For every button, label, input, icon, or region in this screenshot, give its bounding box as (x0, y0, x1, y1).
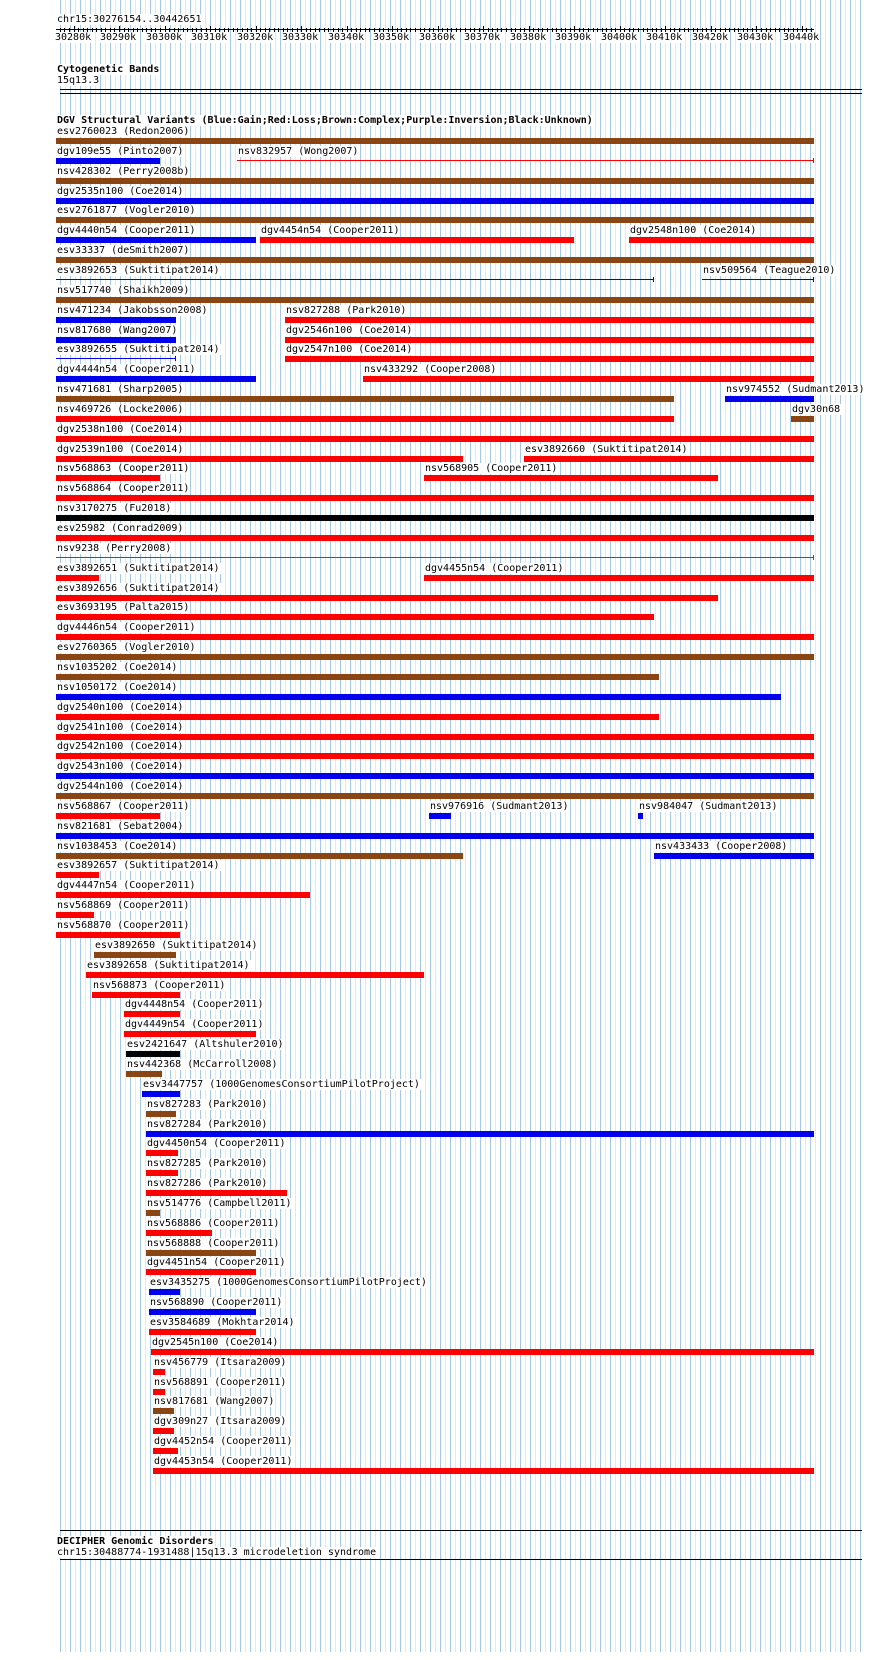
ruler-tick (779, 28, 780, 32)
ruler-tick (643, 28, 644, 32)
variant-label[interactable]: esv3892650 (Suktitipat2014) (95, 940, 258, 951)
ruler-tick (775, 28, 776, 32)
variant-bar[interactable] (424, 575, 814, 581)
variant-bar[interactable] (153, 1408, 174, 1414)
variant-bar[interactable] (142, 1091, 180, 1097)
variant-label[interactable]: nsv568888 (Cooper2011) (147, 1238, 280, 1249)
ruler-tick (415, 28, 416, 32)
variant-label[interactable]: esv2760023 (Redon2006) (57, 126, 190, 137)
ruler-tick (552, 28, 553, 32)
variant-label[interactable]: nsv568905 (Cooper2011) (425, 463, 558, 474)
variant-label[interactable]: dgv4448n54 (Cooper2011) (125, 999, 264, 1010)
variant-bar[interactable] (56, 654, 814, 660)
variant-label[interactable]: nsv471234 (Jakobsson2008) (57, 305, 208, 316)
cytoband-label[interactable]: 15q13.3 (57, 75, 100, 86)
variant-bar[interactable] (56, 535, 814, 541)
ruler-tick (410, 28, 411, 32)
variant-bar[interactable] (153, 1389, 165, 1395)
variant-label[interactable]: dgv2542n100 (Coe2014) (57, 741, 184, 752)
ruler-tick (365, 28, 366, 32)
variant-bar[interactable] (56, 714, 659, 720)
variant-label[interactable]: dgv2544n100 (Coe2014) (57, 781, 184, 792)
variant-bar[interactable] (146, 1170, 178, 1176)
variant-label[interactable]: nsv514776 (Campbell2011) (147, 1198, 292, 1209)
variant-bar[interactable] (725, 396, 814, 402)
ruler-tick-label: 30420k (692, 32, 729, 43)
variant-label[interactable]: dgv2539n100 (Coe2014) (57, 444, 184, 455)
variant-bar[interactable] (56, 337, 176, 343)
variant-label[interactable]: esv2760365 (Vogler2010) (57, 642, 196, 653)
variant-label[interactable]: nsv568864 (Cooper2011) (57, 483, 190, 494)
ruler-tick-label: 30330k (282, 32, 319, 43)
variant-label[interactable]: nsv817681 (Wang2007) (154, 1396, 275, 1407)
variant-bar[interactable] (56, 892, 310, 898)
variant-bar[interactable] (56, 674, 659, 680)
ruler-tick (684, 28, 685, 32)
variant-bar[interactable] (56, 475, 160, 481)
variant-bar[interactable] (56, 793, 814, 799)
variant-bar[interactable] (429, 813, 451, 819)
variant-bar[interactable] (146, 1111, 176, 1117)
variant-bar[interactable] (146, 1131, 814, 1137)
ruler-tick (142, 28, 143, 32)
variant-label[interactable]: nsv827286 (Park2010) (147, 1178, 268, 1189)
variant-label[interactable]: dgv4446n54 (Cooper2011) (57, 622, 196, 633)
variant-bar[interactable] (702, 279, 814, 280)
ruler-tick (278, 28, 279, 32)
variant-label[interactable]: nsv456779 (Itsara2009) (154, 1357, 287, 1368)
variant-label[interactable]: nsv1050172 (Coe2014) (57, 682, 178, 693)
variant-label[interactable]: nsv1038453 (Coe2014) (57, 841, 178, 852)
variant-label[interactable]: nsv428302 (Perry2008b) (57, 166, 190, 177)
variant-bar[interactable] (56, 853, 463, 859)
variant-label[interactable]: nsv984047 (Sudmant2013) (639, 801, 778, 812)
variant-bar[interactable] (149, 1309, 256, 1315)
variant-bar[interactable] (524, 456, 814, 462)
ruler-tick-label: 30380k (510, 32, 547, 43)
variant-bar[interactable] (791, 416, 814, 422)
variant-bar[interactable] (56, 872, 99, 878)
variant-bar[interactable] (146, 1150, 178, 1156)
variant-bar[interactable] (151, 1349, 814, 1355)
variant-label[interactable]: nsv568873 (Cooper2011) (93, 980, 226, 991)
variant-label[interactable]: nsv442368 (McCarroll2008) (127, 1059, 278, 1070)
ruler-tick-label: 30320k (237, 32, 274, 43)
variant-label[interactable]: dgv2535n100 (Coe2014) (57, 186, 184, 197)
variant-label[interactable]: nsv832957 (Wong2007) (238, 146, 359, 157)
ruler-tick-label: 30360k (419, 32, 456, 43)
variant-label[interactable]: esv3892653 (Suktitipat2014) (57, 265, 220, 276)
variant-label[interactable]: nsv433433 (Cooper2008) (655, 841, 788, 852)
variant-bar[interactable] (146, 1230, 212, 1236)
variant-bar[interactable] (146, 1210, 160, 1216)
variant-label[interactable]: esv3693195 (Palta2015) (57, 602, 190, 613)
variant-bar[interactable] (260, 237, 574, 243)
variant-label[interactable]: nsv568890 (Cooper2011) (150, 1297, 283, 1308)
variant-bar[interactable] (56, 138, 814, 144)
variant-bar[interactable] (56, 436, 814, 442)
ruler-tick (638, 28, 639, 32)
variant-label[interactable]: esv2761877 (Vogler2010) (57, 205, 196, 216)
variant-bar[interactable] (146, 1269, 256, 1275)
variant-bar[interactable] (56, 178, 814, 184)
variant-label[interactable]: nsv509564 (Teague2010) (703, 265, 836, 276)
variant-bar[interactable] (56, 456, 463, 462)
ruler-tick-label: 30410k (646, 32, 683, 43)
variant-bar[interactable] (149, 1329, 256, 1335)
track-divider (60, 89, 862, 90)
ruler-tick-label: 30350k (373, 32, 410, 43)
variant-bar[interactable] (56, 753, 814, 759)
variant-bar[interactable] (92, 992, 180, 998)
variant-bar[interactable] (56, 279, 654, 280)
variant-label[interactable]: esv3892651 (Suktitipat2014) (57, 563, 220, 574)
ruler-tick (734, 28, 735, 32)
variant-label[interactable]: esv2421647 (Altshuler2010) (127, 1039, 284, 1050)
variant-label[interactable]: nsv568891 (Cooper2011) (154, 1377, 287, 1388)
ruler-tick (688, 28, 689, 32)
ruler-tick (228, 28, 229, 32)
variant-label[interactable]: dgv2548n100 (Coe2014) (630, 225, 757, 236)
variant-label[interactable]: nsv568886 (Cooper2011) (147, 1218, 280, 1229)
track-divider (60, 1559, 862, 1560)
variant-label[interactable]: nsv471681 (Sharp2005) (57, 384, 184, 395)
variant-bar[interactable] (285, 356, 814, 362)
variant-label[interactable]: esv3892656 (Suktitipat2014) (57, 583, 220, 594)
ruler-tick (729, 28, 730, 32)
variant-label[interactable]: esv3892660 (Suktitipat2014) (525, 444, 688, 455)
variant-label[interactable]: dgv109e55 (Pinto2007) (57, 146, 184, 157)
ruler-tick-label: 30340k (328, 32, 365, 43)
variant-label[interactable]: nsv827284 (Park2010) (147, 1119, 268, 1130)
variant-label[interactable]: dgv2547n100 (Coe2014) (286, 344, 413, 355)
ruler-tick (319, 28, 320, 32)
variant-label[interactable]: nsv1035202 (Coe2014) (57, 662, 178, 673)
variant-label[interactable]: nsv3170275 (Fu2018) (57, 503, 172, 514)
variant-label[interactable]: nsv469726 (Locke2006) (57, 404, 184, 415)
variant-label[interactable]: dgv2546n100 (Coe2014) (286, 325, 413, 336)
variant-bar[interactable] (56, 396, 674, 402)
variant-bar[interactable] (146, 1250, 256, 1256)
variant-bar[interactable] (124, 1011, 180, 1017)
variant-bar[interactable] (146, 1190, 287, 1196)
variant-bar[interactable] (124, 1031, 256, 1037)
variant-label[interactable]: dgv2540n100 (Coe2014) (57, 702, 184, 713)
variant-bar[interactable] (56, 634, 814, 640)
variant-label[interactable]: nsv568870 (Cooper2011) (57, 920, 190, 931)
variant-bar[interactable] (56, 734, 814, 740)
variant-label[interactable]: esv3892657 (Suktitipat2014) (57, 860, 220, 871)
dgv-track-title: DGV Structural Variants (Blue:Gain;Red:Loss;Brown:Complex;Purple:Inversion;Black:Unknown) (57, 115, 593, 126)
variant-label[interactable]: esv25982 (Conrad2009) (57, 523, 184, 534)
variant-bar[interactable] (285, 337, 814, 343)
variant-label[interactable]: nsv974552 (Sudmant2013) (726, 384, 865, 395)
variant-label[interactable]: nsv568867 (Cooper2011) (57, 801, 190, 812)
variant-label[interactable]: nsv433292 (Cooper2008) (364, 364, 497, 375)
variant-label[interactable]: dgv4447n54 (Cooper2011) (57, 880, 196, 891)
track-divider (60, 1530, 862, 1531)
variant-bar[interactable] (363, 376, 814, 382)
ruler-tick (96, 28, 97, 32)
decipher-track-title: DECIPHER Genomic Disorders (57, 1536, 214, 1547)
variant-label[interactable]: nsv976916 (Sudmant2013) (430, 801, 569, 812)
variant-label[interactable]: esv3447757 (1000GenomesConsortiumPilotProject) (143, 1079, 420, 1090)
variant-bar[interactable] (629, 237, 814, 243)
ruler-tick (547, 28, 548, 32)
variant-label[interactable]: dgv4444n54 (Cooper2011) (57, 364, 196, 375)
variant-label[interactable]: nsv827288 (Park2010) (286, 305, 407, 316)
variant-bar[interactable] (56, 833, 814, 839)
ruler-tick (274, 28, 275, 32)
variant-bar[interactable] (56, 158, 160, 164)
ruler-tick-label: 30280k (55, 32, 92, 43)
variant-bar[interactable] (56, 557, 814, 558)
variant-bar[interactable] (56, 515, 814, 521)
ruler-tick-label: 30390k (555, 32, 592, 43)
variant-bar[interactable] (654, 853, 814, 859)
ruler-tick (137, 28, 138, 32)
ruler-tick-label: 30370k (464, 32, 501, 43)
variant-bar[interactable] (149, 1289, 180, 1295)
ruler-tick-label: 30400k (601, 32, 638, 43)
variant-bar[interactable] (56, 912, 94, 918)
ruler-tick (187, 28, 188, 32)
variant-bar[interactable] (424, 475, 718, 481)
ruler-tick (233, 28, 234, 32)
variant-label[interactable]: dgv2538n100 (Coe2014) (57, 424, 184, 435)
variant-bar[interactable] (153, 1448, 178, 1454)
variant-label[interactable]: dgv4440n54 (Cooper2011) (57, 225, 196, 236)
ruler-tick-label: 30290k (100, 32, 137, 43)
variant-label[interactable]: esv3435275 (1000GenomesConsortiumPilotProject) (150, 1277, 427, 1288)
variant-label[interactable]: nsv568869 (Cooper2011) (57, 900, 190, 911)
variant-bar[interactable] (94, 952, 176, 958)
variant-label[interactable]: dgv2543n100 (Coe2014) (57, 761, 184, 772)
ruler-tick (369, 28, 370, 32)
ruler-tick (501, 28, 502, 32)
variant-bar[interactable] (56, 376, 256, 382)
variant-label[interactable]: dgv4455n54 (Cooper2011) (425, 563, 564, 574)
variant-bar[interactable] (56, 932, 180, 938)
variant-label[interactable]: esv3892658 (Suktitipat2014) (87, 960, 250, 971)
variant-bar[interactable] (56, 416, 674, 422)
ruler-tick-label: 30430k (737, 32, 774, 43)
cytogenetic-bands-track-title: Cytogenetic Bands (57, 64, 160, 75)
variant-bar[interactable] (56, 237, 256, 243)
variant-label[interactable]: nsv827283 (Park2010) (147, 1099, 268, 1110)
variant-label[interactable]: dgv4453n54 (Cooper2011) (154, 1456, 293, 1467)
variant-bar[interactable] (153, 1428, 174, 1434)
variant-label[interactable]: esv33337 (deSmith2007) (57, 245, 190, 256)
track-divider (60, 93, 862, 94)
variant-label[interactable]: dgv30n68 (792, 404, 841, 415)
variant-bar[interactable] (153, 1468, 814, 1474)
variant-bar[interactable] (56, 317, 176, 323)
ruler-tick (324, 28, 325, 32)
variant-label[interactable]: nsv568863 (Cooper2011) (57, 463, 190, 474)
variant-label[interactable]: dgv2545n100 (Coe2014) (152, 1337, 279, 1348)
variant-bar[interactable] (56, 198, 814, 204)
variant-label[interactable]: esv3892655 (Suktitipat2014) (57, 344, 220, 355)
variant-bar[interactable] (56, 495, 814, 501)
variant-bar[interactable] (126, 1071, 162, 1077)
variant-label[interactable]: dgv2541n100 (Coe2014) (57, 722, 184, 733)
variant-bar[interactable] (638, 813, 643, 819)
variant-label[interactable]: nsv9238 (Perry2008) (57, 543, 172, 554)
position-label: chr15:30276154..30442651 (57, 14, 202, 25)
variant-label[interactable]: dgv4451n54 (Cooper2011) (147, 1257, 286, 1268)
variant-bar[interactable] (56, 595, 718, 601)
variant-label[interactable]: dgv4452n54 (Cooper2011) (154, 1436, 293, 1447)
variant-bar[interactable] (56, 813, 160, 819)
variant-bar[interactable] (285, 317, 814, 323)
variant-bar[interactable] (56, 358, 176, 359)
variant-bar[interactable] (86, 972, 424, 978)
variant-bar[interactable] (237, 160, 814, 161)
ruler-tick (506, 28, 507, 32)
variant-bar[interactable] (56, 773, 814, 779)
variant-label[interactable]: nsv517740 (Shaikh2009) (57, 285, 190, 296)
ruler-tick-label: 30440k (783, 32, 820, 43)
variant-label[interactable]: dgv4450n54 (Cooper2011) (147, 1138, 286, 1149)
ruler-tick-label: 30300k (146, 32, 183, 43)
ruler-tick (460, 28, 461, 32)
ruler-tick (183, 28, 184, 32)
ruler-tick (597, 28, 598, 32)
ruler-tick (92, 28, 93, 32)
variant-bar[interactable] (56, 257, 814, 263)
ruler-tick-label: 30310k (191, 32, 228, 43)
variant-bar[interactable] (56, 297, 814, 303)
variant-bar[interactable] (56, 614, 654, 620)
ruler-tick (593, 28, 594, 32)
variant-label[interactable]: dgv309n27 (Itsara2009) (154, 1416, 287, 1427)
variant-bar[interactable] (56, 217, 814, 223)
decipher-entry[interactable]: chr15:30488774-1931488|15q13.3 microdeletion syndrome (57, 1547, 377, 1558)
variant-label[interactable]: esv3584689 (Mokhtar2014) (150, 1317, 295, 1328)
variant-bar[interactable] (126, 1051, 180, 1057)
variant-label[interactable]: nsv821681 (Sebat2004) (57, 821, 184, 832)
ruler-tick (456, 28, 457, 32)
variant-label[interactable]: dgv4454n54 (Cooper2011) (261, 225, 400, 236)
variant-bar[interactable] (56, 694, 781, 700)
variant-bar[interactable] (153, 1369, 165, 1375)
variant-label[interactable]: nsv827285 (Park2010) (147, 1158, 268, 1169)
variant-bar[interactable] (56, 575, 99, 581)
variant-label[interactable]: nsv817680 (Wang2007) (57, 325, 178, 336)
variant-label[interactable]: dgv4449n54 (Cooper2011) (125, 1019, 264, 1030)
